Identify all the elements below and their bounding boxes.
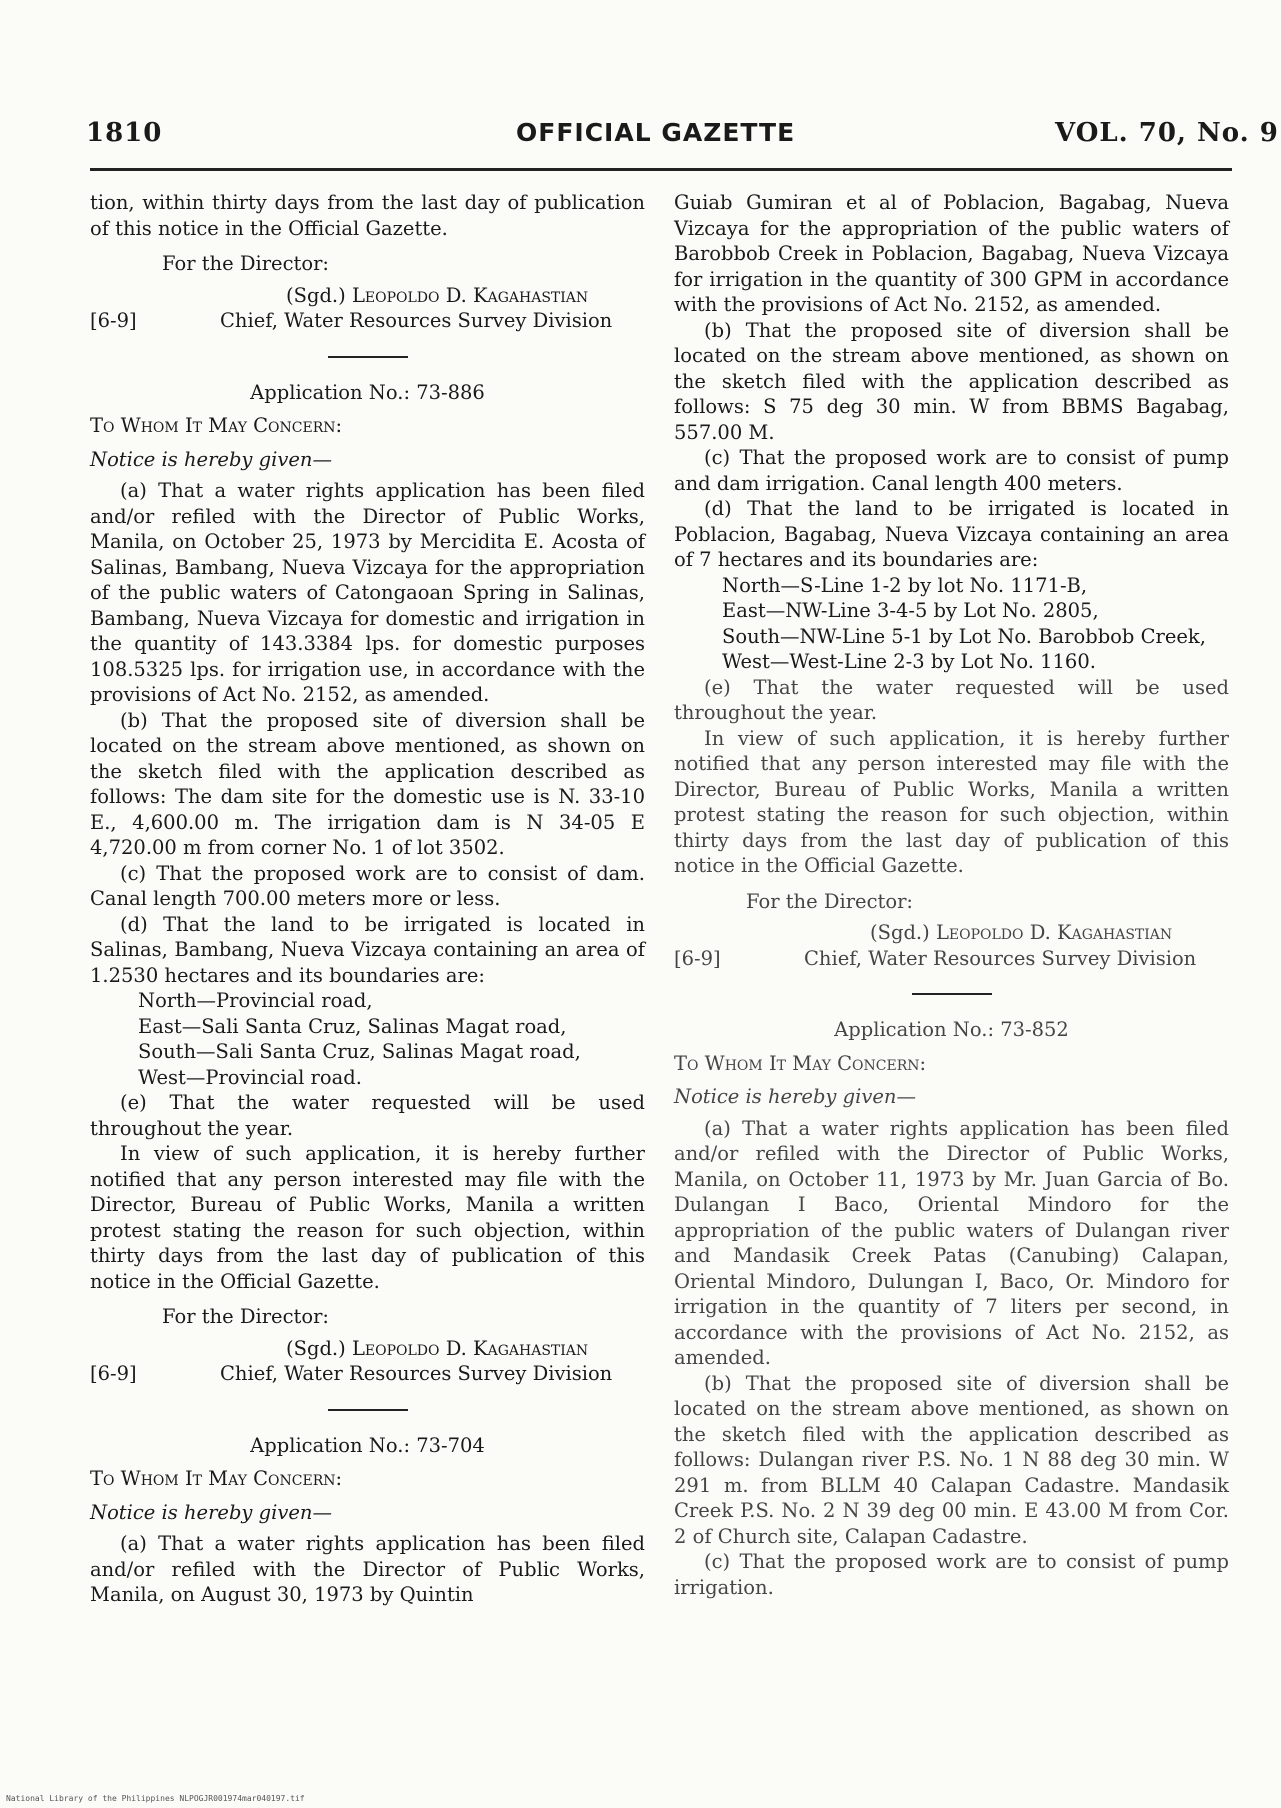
continued-text: Guiab Gumiran et al of Poblacion, Bagabag, Nueva Vizcaya for the appropriation of the public waters of Barobbob Creek in Poblacion, Bagabag, Nueva Vizcaya for irrigation in the quantity of 300 GPM in accordance with the provisions of Act No. 2152, as amended. [674,191,1229,316]
salutation: To Whom It May Concern: [90,1467,343,1490]
boundary-west: West—West-Line 2-3 by Lot No. 1160. [722,650,1096,673]
issue-code: [6-9] [674,946,721,970]
signatory-title: Chief, Water Resources Survey Division [220,309,613,332]
sgd-prefix: (Sgd.) [286,283,346,307]
paragraph-d: (d) That the land to be irrigated is located in Salinas, Bambang, Nueva Vizcaya containing an area of 1.2530 hectares and its boundaries are: [90,912,645,987]
paragraph-c: (c) That the proposed work are to consist of pump irrigation. [674,1550,1229,1599]
boundary-east: East—NW-Line 3-4-5 by Lot No. 2805, [722,599,1099,622]
paragraph-b: (b) That the proposed site of diversion shall be located on the stream above mentioned, as shown on the sketch filed with the application described as follows: S 75 deg 30 min. W from BBMS Bagabag, 557.00 M. [674,318,1229,444]
continued-text: tion, within thirty days from the last day of publication of this notice in the Official Gazette. [90,191,645,240]
signatory-name: Leopoldo D. Kagahastian [351,283,589,307]
paragraph-a: (a) That a water rights application has been filed and/or refiled with the Director of Public Works, Manila, on October 11, 1973 by Mr. Juan Garcia of Bo. Dulangan I Baco, Oriental Mindoro for the appropriation of the public waters of Dulangan river and Mandasik Creek Patas (Canubing) Calapan, Oriental Mindoro, Dulungan I, Baco, Or. Mindoro for irrigation in the quantity of 7 liters per second, in accordance with the provisions of Act No. 2152, as amended. [674,1116,1229,1369]
application-number: Application No.: 73-704 [250,1433,485,1457]
publication-title: OFFICIAL GAZETTE [516,118,796,147]
paragraph-a: (a) That a water rights application has been filed and/or refiled with the Director of Public Works, Manila, on October 25, 1973 by Mercidita E. Acosta of Salinas, Bambang, Nueva Vizcaya for the appropriation of the public waters of Catongaoan Spring in Salinas, Bambang, Nueva Vizcaya for domestic and irrigation in the quantity of 143.3384 lps. for domestic purposes 108.5325 lps. for irrigation use, in accordance with the provisions of Act No. 2152, as amended. [90,479,645,706]
signature-block [90,283,645,309]
boundary-east: East—Sali Santa Cruz, Salinas Magat road, [138,1014,567,1038]
boundary-north: North—S-Line 1-2 by lot No. 1171-B, [722,573,1088,597]
notice-heading: Notice is hereby given— [90,1500,332,1524]
page-number: 1810 [86,118,163,148]
section-divider [328,1409,408,1411]
paragraph-c: (c) That the proposed work are to consist of pump and dam irrigation. Canal length 400 meters. [674,446,1229,495]
notice-heading: Notice is hereby given— [90,447,332,471]
header-rule [90,168,1232,171]
notice-heading: Notice is hereby given— [674,1085,916,1108]
boundary-north: North—Provincial road, [138,989,373,1012]
paragraph-a: (a) That a water rights application has been filed and/or refiled with the Director of Public Works, Manila, on August 30, 1973 by Quintin [90,1532,645,1606]
paragraph-c: (c) That the proposed work are to consist of dam. Canal length 700.00 meters more or less. [90,861,645,910]
boundaries-list [90,988,645,1090]
application-number: Application No.: 73-852 [834,1018,1069,1041]
signature-block [674,920,1229,946]
protest-paragraph: In view of such application, it is hereby further notified that any person interested may file with the Director, Bureau of Public Works, Manila a written protest stating the reason for such objection, within thirty days from the last day of publication of this notice in the Official Gazette. [90,1142,645,1293]
boundary-west: West—Provincial road. [138,1065,362,1089]
left-column [90,190,645,1608]
paragraph-e: (e) That the water requested will be used throughout the year. [674,675,1229,724]
paragraph-e: (e) That the water requested will be used throughout the year. [90,1091,645,1140]
paragraph-d: (d) That the land to be irrigated is located in Poblacion, Bagabag, Nueva Vizcaya containing an area of 7 hectares and its boundaries are: [674,497,1229,571]
issue-code: [6-9] [90,309,137,332]
section-divider [328,356,408,358]
boundary-south: South—NW-Line 5-1 by Lot No. Barobbob Creek, [722,624,1206,648]
signatory-title: Chief, Water Resources Survey Division [804,946,1197,970]
signatory-title: Chief, Water Resources Survey Division [220,1362,613,1385]
signatory-name: Leopoldo D. Kagahastian [935,921,1173,944]
application-number: Application No.: 73-886 [250,380,485,404]
director-label: For the Director: [162,1305,329,1328]
director-label: For the Director: [746,889,913,913]
boundaries-list [674,573,1229,675]
signature-block [90,1336,645,1362]
salutation: To Whom It May Concern: [674,1051,927,1075]
volume-issue: VOL. 70, No. 9 [1055,118,1279,148]
right-column [674,190,1229,1600]
sgd-prefix: (Sgd.) [870,921,930,944]
salutation: To Whom It May Concern: [90,414,343,437]
director-label: For the Director: [162,252,329,275]
paragraph-b: (b) That the proposed site of diversion shall be located on the stream above mentioned, as shown on the sketch filed with the application described as follows: Dulangan river P.S. No. 1 N 88 deg 30 min. W 291 m. from BLLM 40 Calapan Cadastre. Mandasik Creek P.S. No. 2 N 39 deg 00 min. E 43.00 M from Cor. 2 of Church site, Calapan Cadastre. [674,1371,1229,1548]
sgd-prefix: (Sgd.) [286,1336,346,1360]
signatory-name: Leopoldo D. Kagahastian [351,1336,589,1360]
issue-code: [6-9] [90,1362,137,1385]
protest-paragraph: In view of such application, it is hereby further notified that any person interested may file with the Director, Bureau of Public Works, Manila a written protest stating the reason for such objection, within thirty days from the last day of publication of this notice in the Official Gazette. [674,726,1229,877]
boundary-south: South—Sali Santa Cruz, Salinas Magat road, [138,1040,581,1063]
section-divider [912,993,992,995]
scan-footer: National Library of the Philippines NLPOGJR001974mar040197.tif [6,1794,305,1803]
paragraph-b: (b) That the proposed site of diversion shall be located on the stream above mentioned, as shown on the sketch filed with the application described as follows: The dam site for the domestic use is N. 33-10 E., 4,600.00 m. The irrigation dam is N 34-05 E 4,720.00 m from corner No. 1 of lot 3502. [90,708,645,859]
